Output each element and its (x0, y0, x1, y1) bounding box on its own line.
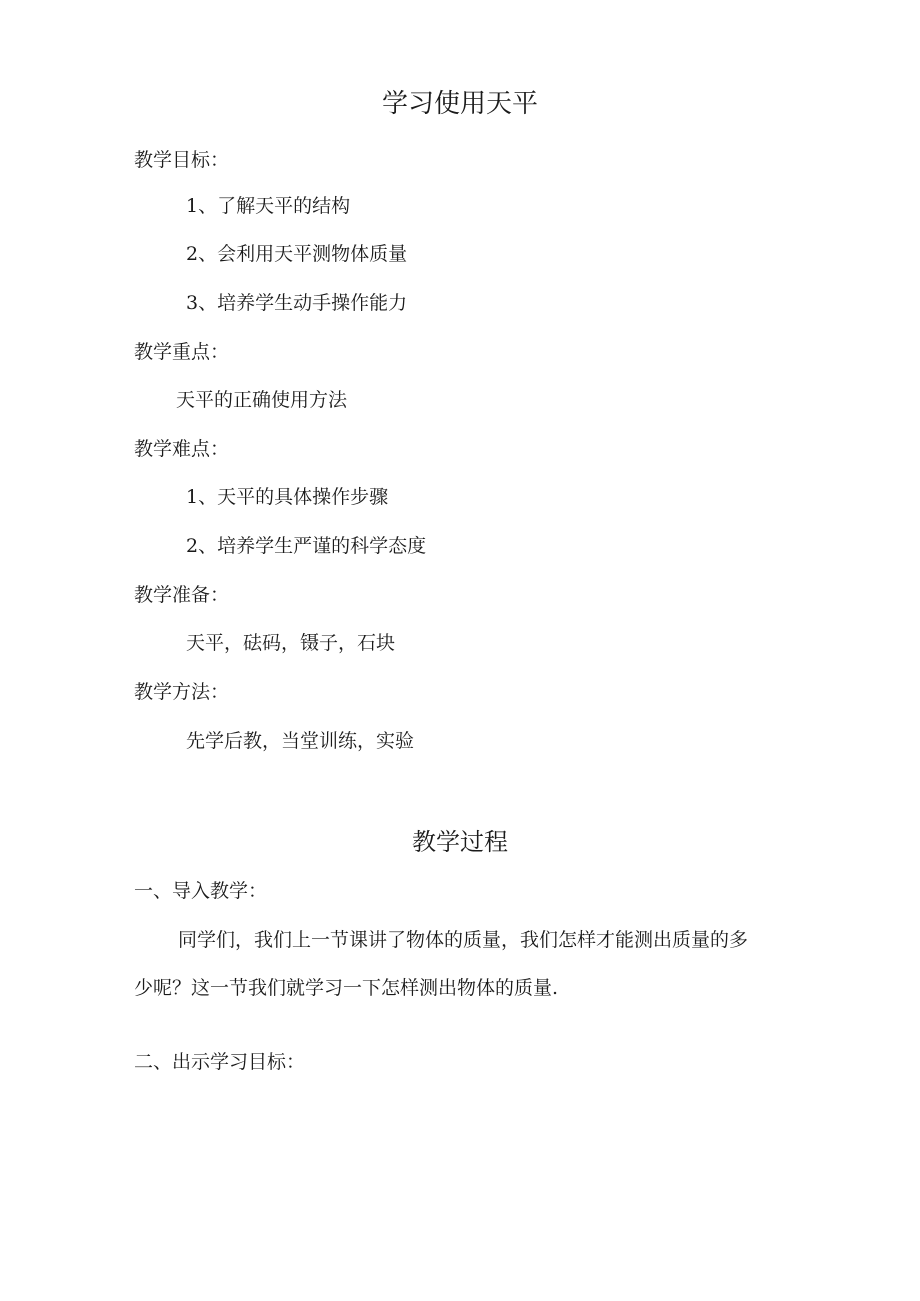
objective-item-2: 2、会利用天平测物体质量 (186, 243, 408, 265)
document-title: 学习使用天平 (381, 89, 538, 119)
section-1-paragraph-line-2: 少呢？这一节我们就学习一下怎样测出物体的质量. (134, 977, 559, 999)
section-1-heading: 一、导入教学： (134, 880, 268, 902)
difficulties-heading: 教学难点： (134, 438, 230, 460)
key-points-heading: 教学重点： (134, 341, 230, 363)
difficulty-item-1: 1、天平的具体操作步骤 (186, 486, 389, 508)
objective-item-3: 3、培养学生动手操作能力 (186, 292, 408, 314)
section-2-heading: 二、出示学习目标： (134, 1051, 306, 1073)
objectives-heading: 教学目标： (134, 149, 230, 171)
difficulty-item-2: 2、培养学生严谨的科学态度 (186, 535, 427, 557)
methods-text: 先学后教，当堂训练，实验 (186, 730, 415, 752)
preparation-text: 天平，砝码，镊子，石块 (186, 632, 396, 654)
section-1-paragraph-line-1: 同学们，我们上一节课讲了物体的质量，我们怎样才能测出质量的多 (178, 929, 749, 951)
process-title: 教学过程 (412, 828, 508, 856)
methods-heading: 教学方法： (134, 681, 230, 703)
preparation-heading: 教学准备： (134, 584, 230, 606)
key-points-text: 天平的正确使用方法 (176, 389, 348, 411)
objective-item-1: 1、了解天平的结构 (186, 195, 351, 217)
